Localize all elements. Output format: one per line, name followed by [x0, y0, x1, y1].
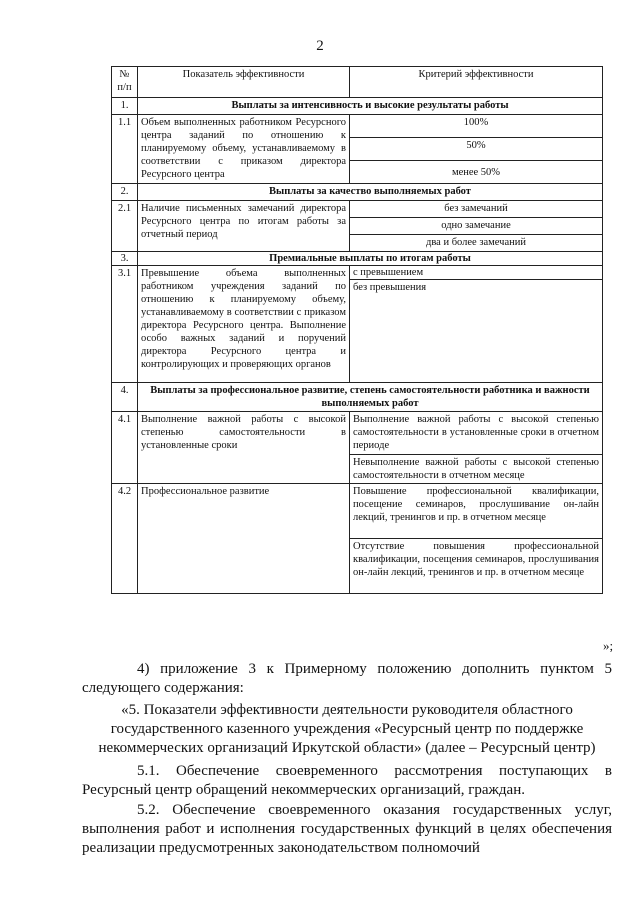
- efficiency-criteria-table: [111, 66, 603, 594]
- row-num: 4.2: [112, 484, 138, 594]
- section-num: 4.: [112, 383, 138, 412]
- row-num: 3.1: [112, 266, 138, 383]
- table-row: [112, 115, 603, 138]
- section-num: 2.: [112, 184, 138, 201]
- row-num: 2.1: [112, 201, 138, 252]
- row-criterion: Повышение профессиональной квалификации, посещение семинаров, прослушивание он-лайн лекций, тренингов и пр. в отчетном месяце: [350, 484, 603, 539]
- row-criterion: Выполнение важной работы с высокой степенью самостоятельности в установленные сроки в отчетном периоде: [350, 412, 603, 455]
- table-row: [112, 201, 603, 218]
- row-indicator: Выполнение важной работы с высокой степенью самостоятельности в установленные сроки: [138, 412, 350, 484]
- section-title: Выплаты за качество выполняемых работ: [138, 184, 603, 201]
- page-number: 2: [316, 38, 324, 54]
- row-indicator: Объем выполненных работником Ресурсного центра заданий по отношению к планируемому объему, устанавливаемому в соответствии с приказом директора Ресурсного центра: [138, 115, 350, 184]
- table-closing-quote: »;: [603, 638, 614, 653]
- section-5-heading: «5. Показатели эффективности деятельности руководителя областного государственного казенного учреждения «Ресурсный центр по поддержке некоммерческих организаций Иркутской области» (далее – Ресурсный центр): [98, 702, 596, 756]
- row-criterion: Невыполнение важной работы с высокой степенью самостоятельности в отчетном месяце: [350, 455, 603, 484]
- item-4-paragraph: 4) приложение 3 к Примерному положению дополнить пунктом 5 следующего содержания:: [82, 661, 612, 696]
- section-row: [112, 252, 603, 266]
- row-criterion: с превышением: [350, 266, 603, 280]
- row-indicator: Превышение объема выполненных работником учреждения заданий по отношению к планируемому объему, устанавливаемому в соответствии с приказом директора Ресурсного центра. Выполнение особо важных заданий и поручений директора Ресурсного центра и контролирующих и проверяющих органов: [138, 266, 350, 383]
- section-num: 3.: [112, 252, 138, 266]
- section-title: Выплаты за профессиональное развитие, степень самостоятельности работника и важности выполняемых работ: [138, 383, 603, 412]
- table-row: [112, 266, 603, 280]
- table-header-row: [112, 67, 603, 98]
- section-title: Премиальные выплаты по итогам работы: [138, 252, 603, 266]
- section-title: Выплаты за интенсивность и высокие результаты работы: [138, 98, 603, 115]
- paragraph-5-2: 5.2. Обеспечение своевременного оказания государственных услуг, выполнения работ и исполнения государственных функций в целях обеспечения реализации предусмотренных законодательством полномочий: [82, 802, 612, 856]
- row-criterion: без замечаний: [350, 201, 603, 218]
- table-row: [112, 484, 603, 539]
- table-row: [112, 412, 603, 455]
- row-criterion: без превышения: [350, 280, 603, 383]
- row-indicator: Наличие письменных замечаний директора Ресурсного центра по итогам работы за отчетный период: [138, 201, 350, 252]
- row-criterion: 100%: [350, 115, 603, 138]
- header-indicator: Показатель эффективности: [138, 67, 350, 98]
- row-indicator: Профессиональное развитие: [138, 484, 350, 594]
- section-row: [112, 184, 603, 201]
- row-num: 4.1: [112, 412, 138, 484]
- row-criterion: одно замечание: [350, 218, 603, 235]
- section-num: 1.: [112, 98, 138, 115]
- paragraph-5-1: 5.1. Обеспечение своевременного рассмотрения поступающих в Ресурсный центр обращений некоммерческих организаций, граждан.: [82, 763, 612, 798]
- row-criterion: менее 50%: [350, 161, 603, 184]
- header-num: № п/п: [112, 67, 138, 98]
- header-criterion: Критерий эффективности: [350, 67, 603, 98]
- section-row: [112, 98, 603, 115]
- row-criterion: Отсутствие повышения профессиональной квалификации, посещения семинаров, прослушивания он-лайн лекций, тренингов и пр. в отчетном месяце: [350, 539, 603, 594]
- section-row: [112, 383, 603, 412]
- row-criterion: 50%: [350, 138, 603, 161]
- row-num: 1.1: [112, 115, 138, 184]
- row-criterion: два и более замечаний: [350, 235, 603, 252]
